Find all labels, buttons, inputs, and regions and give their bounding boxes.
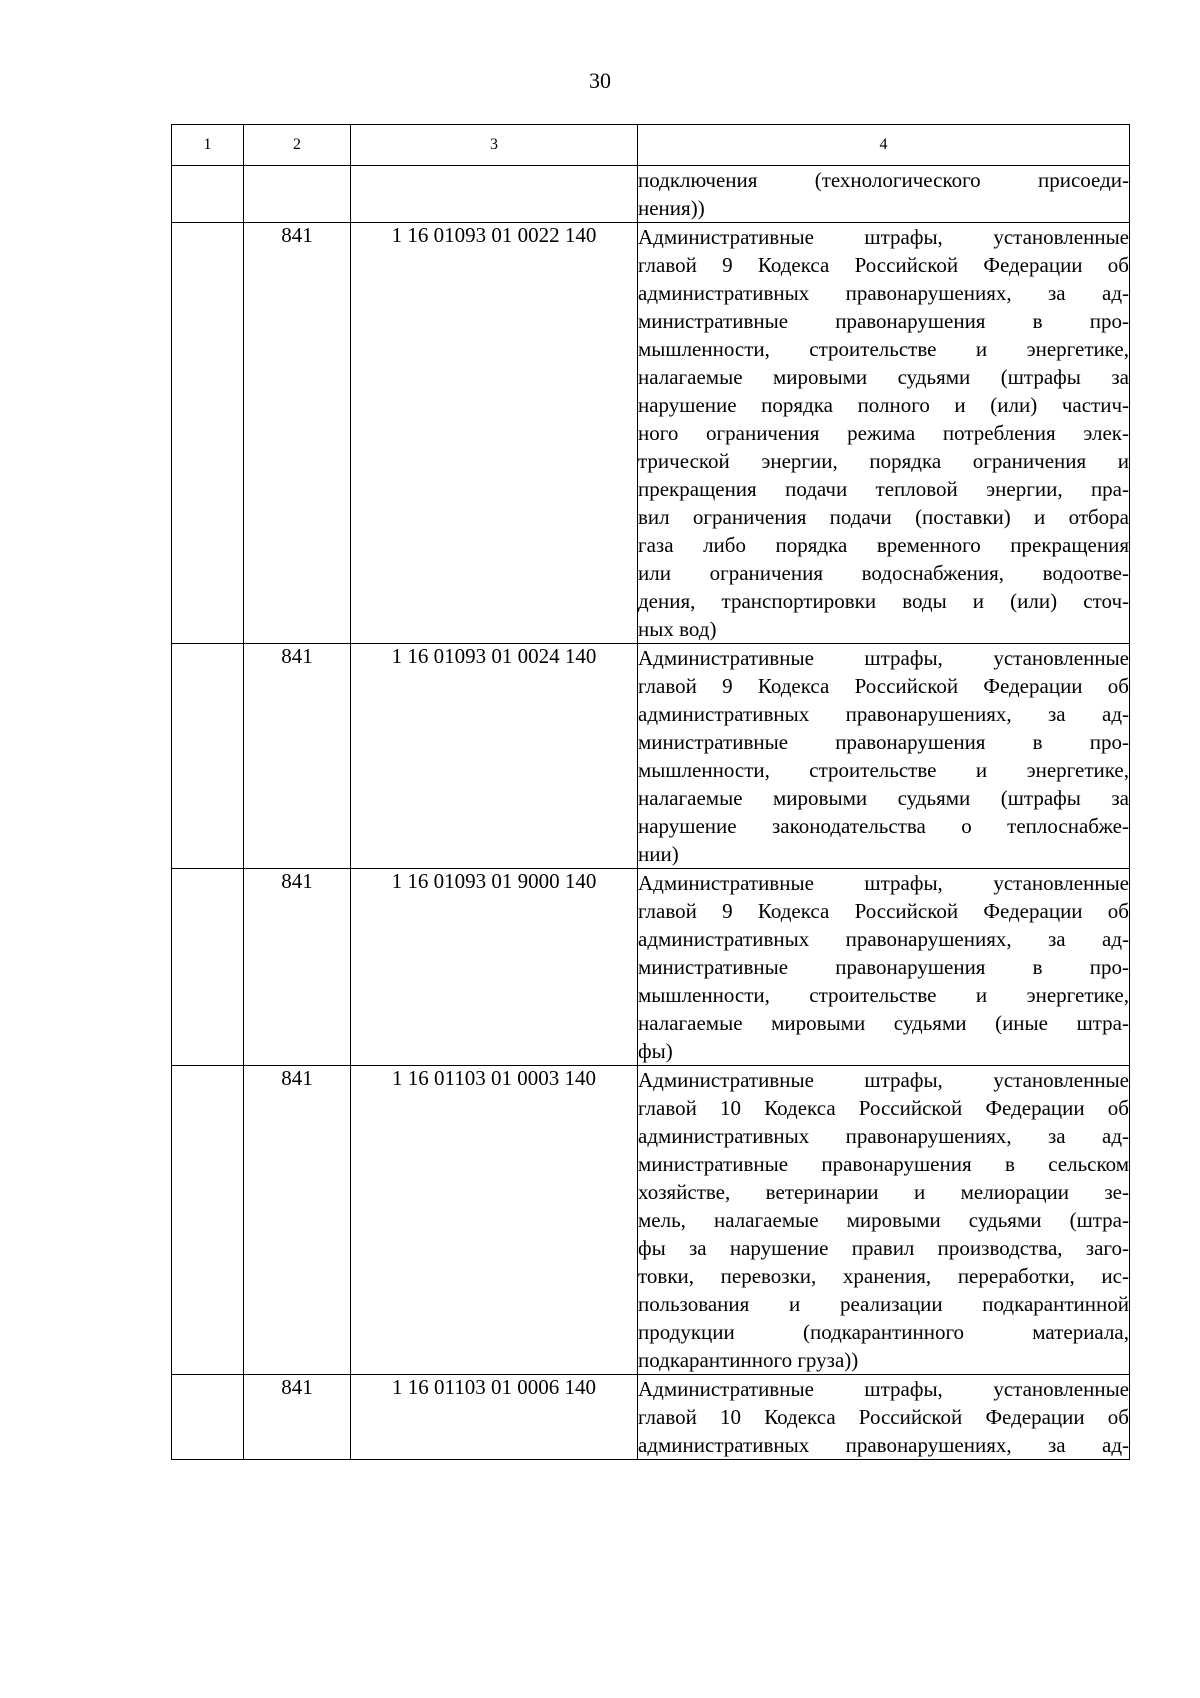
- description-line: административных правонарушениях, за ад-: [638, 1433, 1129, 1457]
- description-line: ных вод): [638, 617, 717, 641]
- administrator-code-cell: 841: [244, 1375, 351, 1460]
- table-body: [172, 166, 1130, 1460]
- description-line: административных правонарушениях, за ад-: [638, 927, 1129, 951]
- description-line: прекращения подачи тепловой энергии, пра-: [638, 477, 1129, 501]
- description-line: главой 10 Кодекса Российской Федерации об: [638, 1405, 1129, 1429]
- description-line: главой 9 Кодекса Российской Федерации об: [638, 899, 1129, 923]
- description-line: вил ограничения подачи (поставки) и отбора: [638, 505, 1129, 529]
- description-line: Административные штрафы, установленные: [638, 646, 1129, 670]
- budget-classification-code-cell: 1 16 01093 01 9000 140: [351, 869, 638, 1066]
- description-line: главой 10 Кодекса Российской Федерации об: [638, 1096, 1129, 1120]
- description-line: продукции (подкарантинного материала,: [638, 1320, 1129, 1344]
- table-row: [172, 1375, 1130, 1460]
- empty-cell: [172, 1066, 244, 1375]
- budget-classification-code-cell: 1 16 01103 01 0006 140: [351, 1375, 638, 1460]
- budget-classification-code-cell: 1 16 01103 01 0003 140: [351, 1066, 638, 1375]
- description-line: министративные правонарушения в про-: [638, 955, 1129, 979]
- description-line: административных правонарушениях, за ад-: [638, 281, 1129, 305]
- description-line: главой 9 Кодекса Российской Федерации об: [638, 674, 1129, 698]
- income-description-cell: [638, 1375, 1130, 1460]
- description-line: Административные штрафы, установленные: [638, 1377, 1129, 1401]
- table-row: [172, 869, 1130, 1066]
- description-line: ного ограничения режима потребления элек-: [638, 421, 1129, 445]
- description-line: подключения (технологического присоеди-: [638, 168, 1129, 192]
- header-row: [172, 125, 1130, 166]
- description-line: мышленности, строительстве и энергетике,: [638, 983, 1129, 1007]
- administrator-code-cell: 841: [244, 869, 351, 1066]
- empty-cell: [172, 223, 244, 644]
- table-row: [172, 223, 1130, 644]
- income-description-cell: [638, 869, 1130, 1066]
- budget-classification-code-cell: 1 16 01093 01 0024 140: [351, 644, 638, 869]
- description-line: министративные правонарушения в про-: [638, 730, 1129, 754]
- description-line: административных правонарушениях, за ад-: [638, 702, 1129, 726]
- description-line: мель, налагаемые мировыми судьями (штра-: [638, 1208, 1129, 1232]
- table-row: [172, 166, 1130, 223]
- income-description-cell: [638, 223, 1130, 644]
- column-number-3: 3: [351, 125, 638, 166]
- description-line: дения, транспортировки воды и (или) сточ-: [638, 589, 1129, 613]
- empty-cell: [172, 166, 244, 223]
- description-line: Административные штрафы, установленные: [638, 1068, 1129, 1092]
- description-line: фы за нарушение правил производства, заго-: [638, 1236, 1129, 1260]
- administrator-code-cell: [244, 166, 351, 223]
- description-line: пользования и реализации подкарантинной: [638, 1292, 1129, 1316]
- administrator-code-cell: 841: [244, 1066, 351, 1375]
- budget-code-table: [171, 124, 1130, 1460]
- empty-cell: [172, 1375, 244, 1460]
- description-line: нии): [638, 842, 679, 866]
- column-number-2: 2: [244, 125, 351, 166]
- empty-cell: [172, 644, 244, 869]
- budget-classification-code-cell: 1 16 01093 01 0022 140: [351, 223, 638, 644]
- administrator-code-cell: 841: [244, 644, 351, 869]
- income-description-cell: [638, 166, 1130, 223]
- description-line: административных правонарушениях, за ад-: [638, 1124, 1129, 1148]
- administrator-code-cell: 841: [244, 223, 351, 644]
- income-description-cell: [638, 644, 1130, 869]
- description-line: газа либо порядка временного прекращения: [638, 533, 1129, 557]
- description-line: товки, перевозки, хранения, переработки, ис-: [638, 1264, 1129, 1288]
- empty-cell: [172, 869, 244, 1066]
- description-line: нарушение порядка полного и (или) частич-: [638, 393, 1129, 417]
- description-line: или ограничения водоснабжения, водоотве-: [638, 561, 1129, 585]
- description-line: мышленности, строительстве и энергетике,: [638, 337, 1129, 361]
- column-number-1: 1: [172, 125, 244, 166]
- description-line: налагаемые мировыми судьями (штрафы за: [638, 365, 1129, 389]
- description-line: нения)): [638, 196, 705, 220]
- table-row: [172, 644, 1130, 869]
- description-line: Административные штрафы, установленные: [638, 871, 1129, 895]
- description-line: фы): [638, 1039, 673, 1063]
- description-line: трической энергии, порядка ограничения и: [638, 449, 1129, 473]
- description-line: министративные правонарушения в сельском: [638, 1152, 1129, 1176]
- page-number: 30: [589, 68, 611, 93]
- table-header: [172, 125, 1130, 166]
- table-row: [172, 1066, 1130, 1375]
- description-line: мышленности, строительстве и энергетике,: [638, 758, 1129, 782]
- description-line: подкарантинного груза)): [638, 1348, 859, 1372]
- description-line: Административные штрафы, установленные: [638, 225, 1129, 249]
- description-line: министративные правонарушения в про-: [638, 309, 1129, 333]
- description-line: налагаемые мировыми судьями (иные штра-: [638, 1011, 1129, 1035]
- description-line: главой 9 Кодекса Российской Федерации об: [638, 253, 1129, 277]
- description-line: налагаемые мировыми судьями (штрафы за: [638, 786, 1129, 810]
- income-description-cell: [638, 1066, 1130, 1375]
- description-line: нарушение законодательства о теплоснабже-: [638, 814, 1129, 838]
- description-line: хозяйстве, ветеринарии и мелиорации зе-: [638, 1180, 1129, 1204]
- column-number-4: 4: [638, 125, 1130, 166]
- budget-classification-code-cell: [351, 166, 638, 223]
